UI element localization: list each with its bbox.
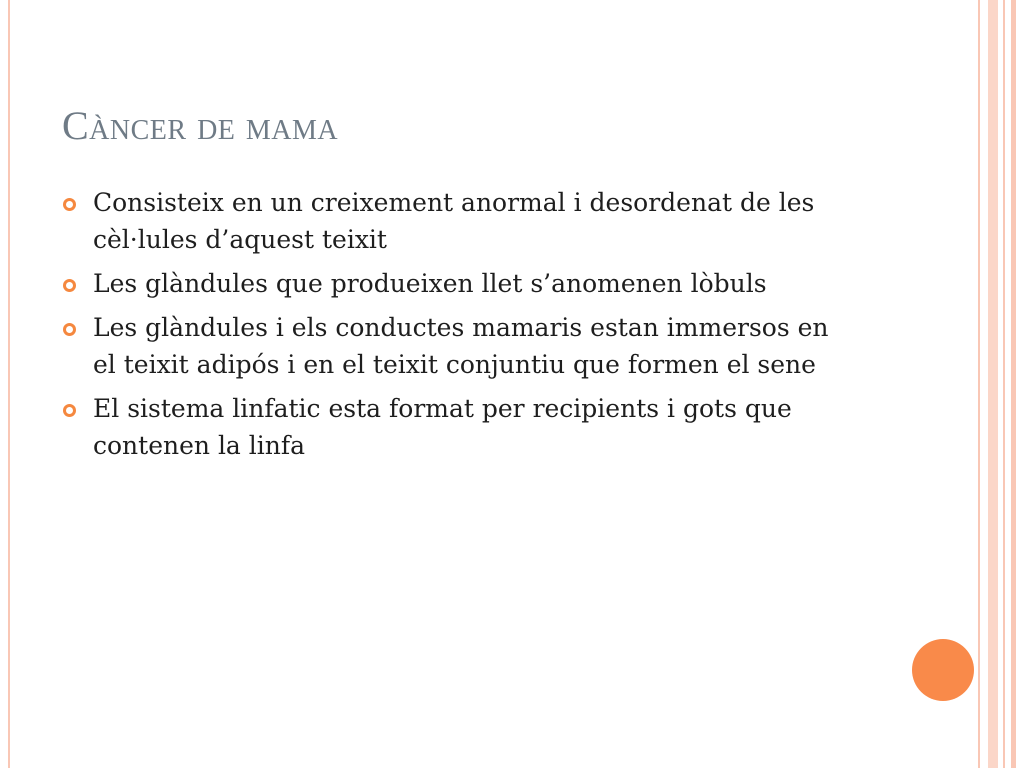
bullet-item (60, 265, 840, 302)
bullet-list (60, 184, 840, 471)
right-frame-band (988, 0, 998, 768)
bullet-icon (63, 323, 76, 336)
bullet-icon (63, 198, 76, 211)
bullet-item (60, 184, 840, 258)
bullet-text: Consisteix en un creixement anormal i desordenat de les cèl·lules d’aquest teixit (93, 188, 815, 254)
bullet-icon (63, 404, 76, 417)
bullet-item (60, 309, 840, 383)
left-frame-line (8, 0, 10, 768)
bullet-text: Les glàndules i els conductes mamaris estan immersos en el teixit adipós i en el teixit conjuntiu que formen el sene (93, 313, 829, 379)
right-frame-line (978, 0, 980, 768)
right-frame-line (1011, 0, 1016, 768)
bullet-text: Les glàndules que produeixen llet s’anomenen lòbuls (93, 269, 767, 298)
right-frame-line (1003, 0, 1005, 768)
bullet-icon (63, 279, 76, 292)
bullet-text: El sistema linfatic esta format per recipients i gots que contenen la linfa (93, 394, 792, 460)
bullet-item (60, 390, 840, 464)
decorative-circle-icon (912, 639, 974, 701)
slide-title: Càncer de mama (62, 103, 339, 148)
